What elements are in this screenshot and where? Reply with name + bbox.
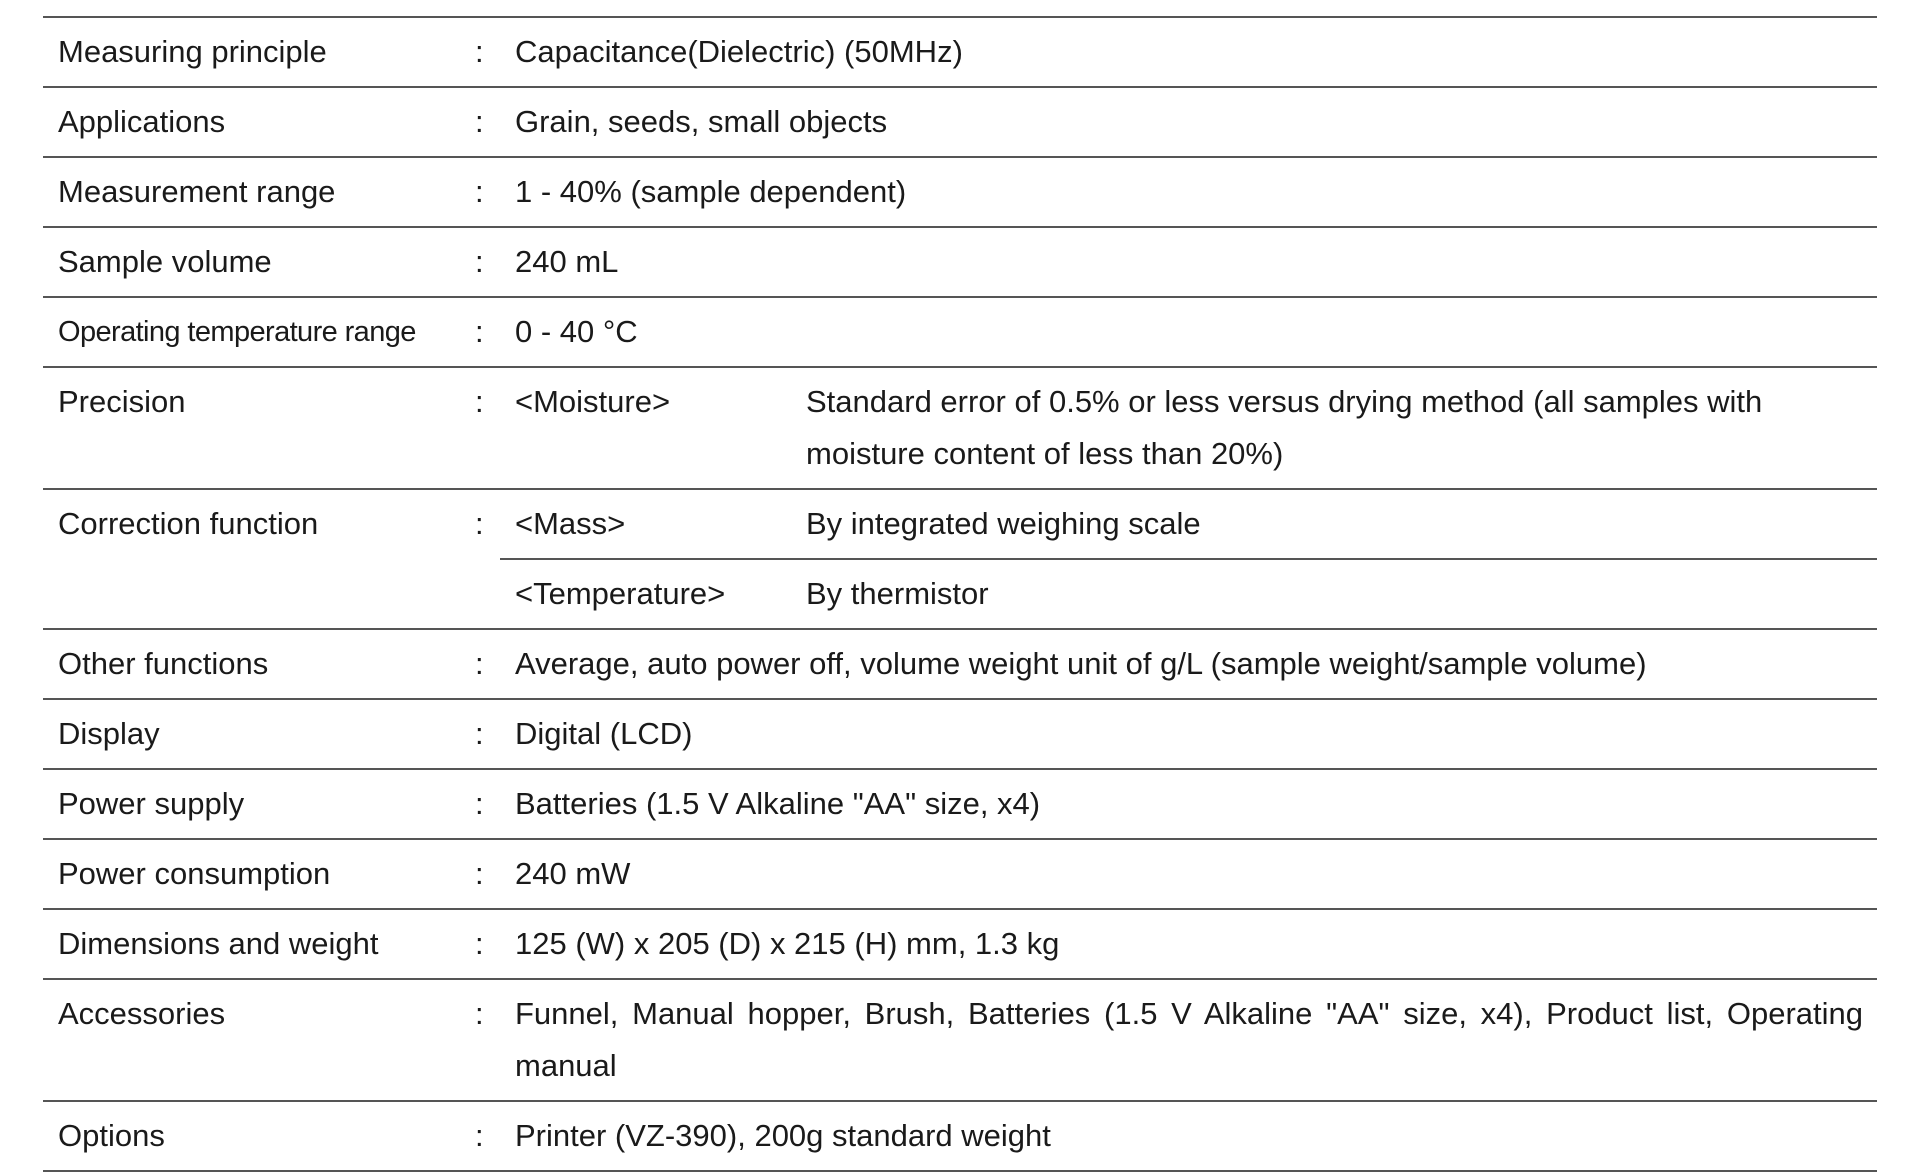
specifications-table xyxy=(43,16,1877,1172)
spec-row-dimensions-and-weight xyxy=(43,910,1877,980)
spec-sublabel: <Mass> xyxy=(515,506,626,541)
spec-subvalue: By integrated weighing scale xyxy=(806,506,1201,541)
spec-row-precision xyxy=(43,368,1877,490)
spec-subvalue: By thermistor xyxy=(806,576,989,611)
spec-label: Measurement range xyxy=(58,174,336,209)
spec-value: Batteries (1.5 V Alkaline "AA" size, x4) xyxy=(515,786,1041,821)
spec-separator: : xyxy=(475,996,484,1031)
spec-subrow-mass xyxy=(515,490,1877,558)
spec-separator: : xyxy=(475,384,484,419)
spec-label: Sample volume xyxy=(58,244,272,279)
spec-row-accessories xyxy=(43,980,1877,1102)
spec-separator: : xyxy=(475,34,484,69)
spec-value: 0 - 40 °C xyxy=(515,314,638,349)
spec-separator: : xyxy=(475,244,484,279)
spec-separator: : xyxy=(475,716,484,751)
spec-value: Grain, seeds, small objects xyxy=(515,104,888,139)
spec-label: Operating temperature range xyxy=(58,316,416,348)
spec-value: 240 mW xyxy=(515,856,631,891)
spec-label: Other functions xyxy=(58,646,269,681)
spec-row-display xyxy=(43,700,1877,770)
spec-row-applications xyxy=(43,88,1877,158)
spec-label: Correction function xyxy=(58,506,319,541)
spec-separator: : xyxy=(475,856,484,891)
spec-row-operating-temperature-range xyxy=(43,298,1877,368)
spec-label: Measuring principle xyxy=(58,34,327,69)
spec-sublabel: <Temperature> xyxy=(515,576,726,611)
spec-value: Printer (VZ-390), 200g standard weight xyxy=(515,1118,1051,1153)
spec-separator: : xyxy=(475,104,484,139)
spec-row-power-consumption xyxy=(43,840,1877,910)
spec-label: Dimensions and weight xyxy=(58,926,379,961)
spec-subgroup xyxy=(515,490,1877,628)
spec-sublabel: <Moisture> xyxy=(515,384,671,419)
spec-subgroup xyxy=(515,368,1877,488)
spec-row-measuring-principle xyxy=(43,18,1877,88)
spec-value: Funnel, Manual hopper, Brush, Batteries (1.5 V Alkaline "AA" size, x4), Product list, Operating manual xyxy=(515,996,1863,1083)
spec-label: Precision xyxy=(58,384,186,419)
spec-value: Digital (LCD) xyxy=(515,716,693,751)
spec-label: Accessories xyxy=(58,996,226,1031)
spec-label: Display xyxy=(58,716,160,751)
spec-label: Power supply xyxy=(58,786,245,821)
spec-row-correction-function xyxy=(43,490,1877,630)
spec-separator: : xyxy=(475,1118,484,1153)
spec-separator: : xyxy=(475,506,484,541)
spec-separator: : xyxy=(475,174,484,209)
spec-row-measurement-range xyxy=(43,158,1877,228)
spec-value: Average, auto power off, volume weight unit of g/L (sample weight/sample volume) xyxy=(515,646,1647,681)
spec-label: Applications xyxy=(58,104,226,139)
spec-separator: : xyxy=(475,646,484,681)
spec-value: Capacitance(Dielectric) (50MHz) xyxy=(515,34,963,69)
spec-value: 125 (W) x 205 (D) x 215 (H) mm, 1.3 kg xyxy=(515,926,1060,961)
spec-row-power-supply xyxy=(43,770,1877,840)
spec-row-other-functions xyxy=(43,630,1877,700)
spec-label: Options xyxy=(58,1118,165,1153)
spec-row-sample-volume xyxy=(43,228,1877,298)
spec-subrow-moisture xyxy=(515,368,1877,488)
spec-value: 1 - 40% (sample dependent) xyxy=(515,174,907,209)
spec-separator: : xyxy=(475,926,484,961)
spec-subvalue: Standard error of 0.5% or less versus drying method (all samples with moisture content of less than 20%) xyxy=(806,384,1763,471)
spec-value: 240 mL xyxy=(515,244,619,279)
spec-separator: : xyxy=(475,314,484,349)
spec-row-options xyxy=(43,1102,1877,1172)
spec-label: Power consumption xyxy=(58,856,331,891)
spec-separator: : xyxy=(475,786,484,821)
spec-subrow-temperature xyxy=(500,558,1877,628)
